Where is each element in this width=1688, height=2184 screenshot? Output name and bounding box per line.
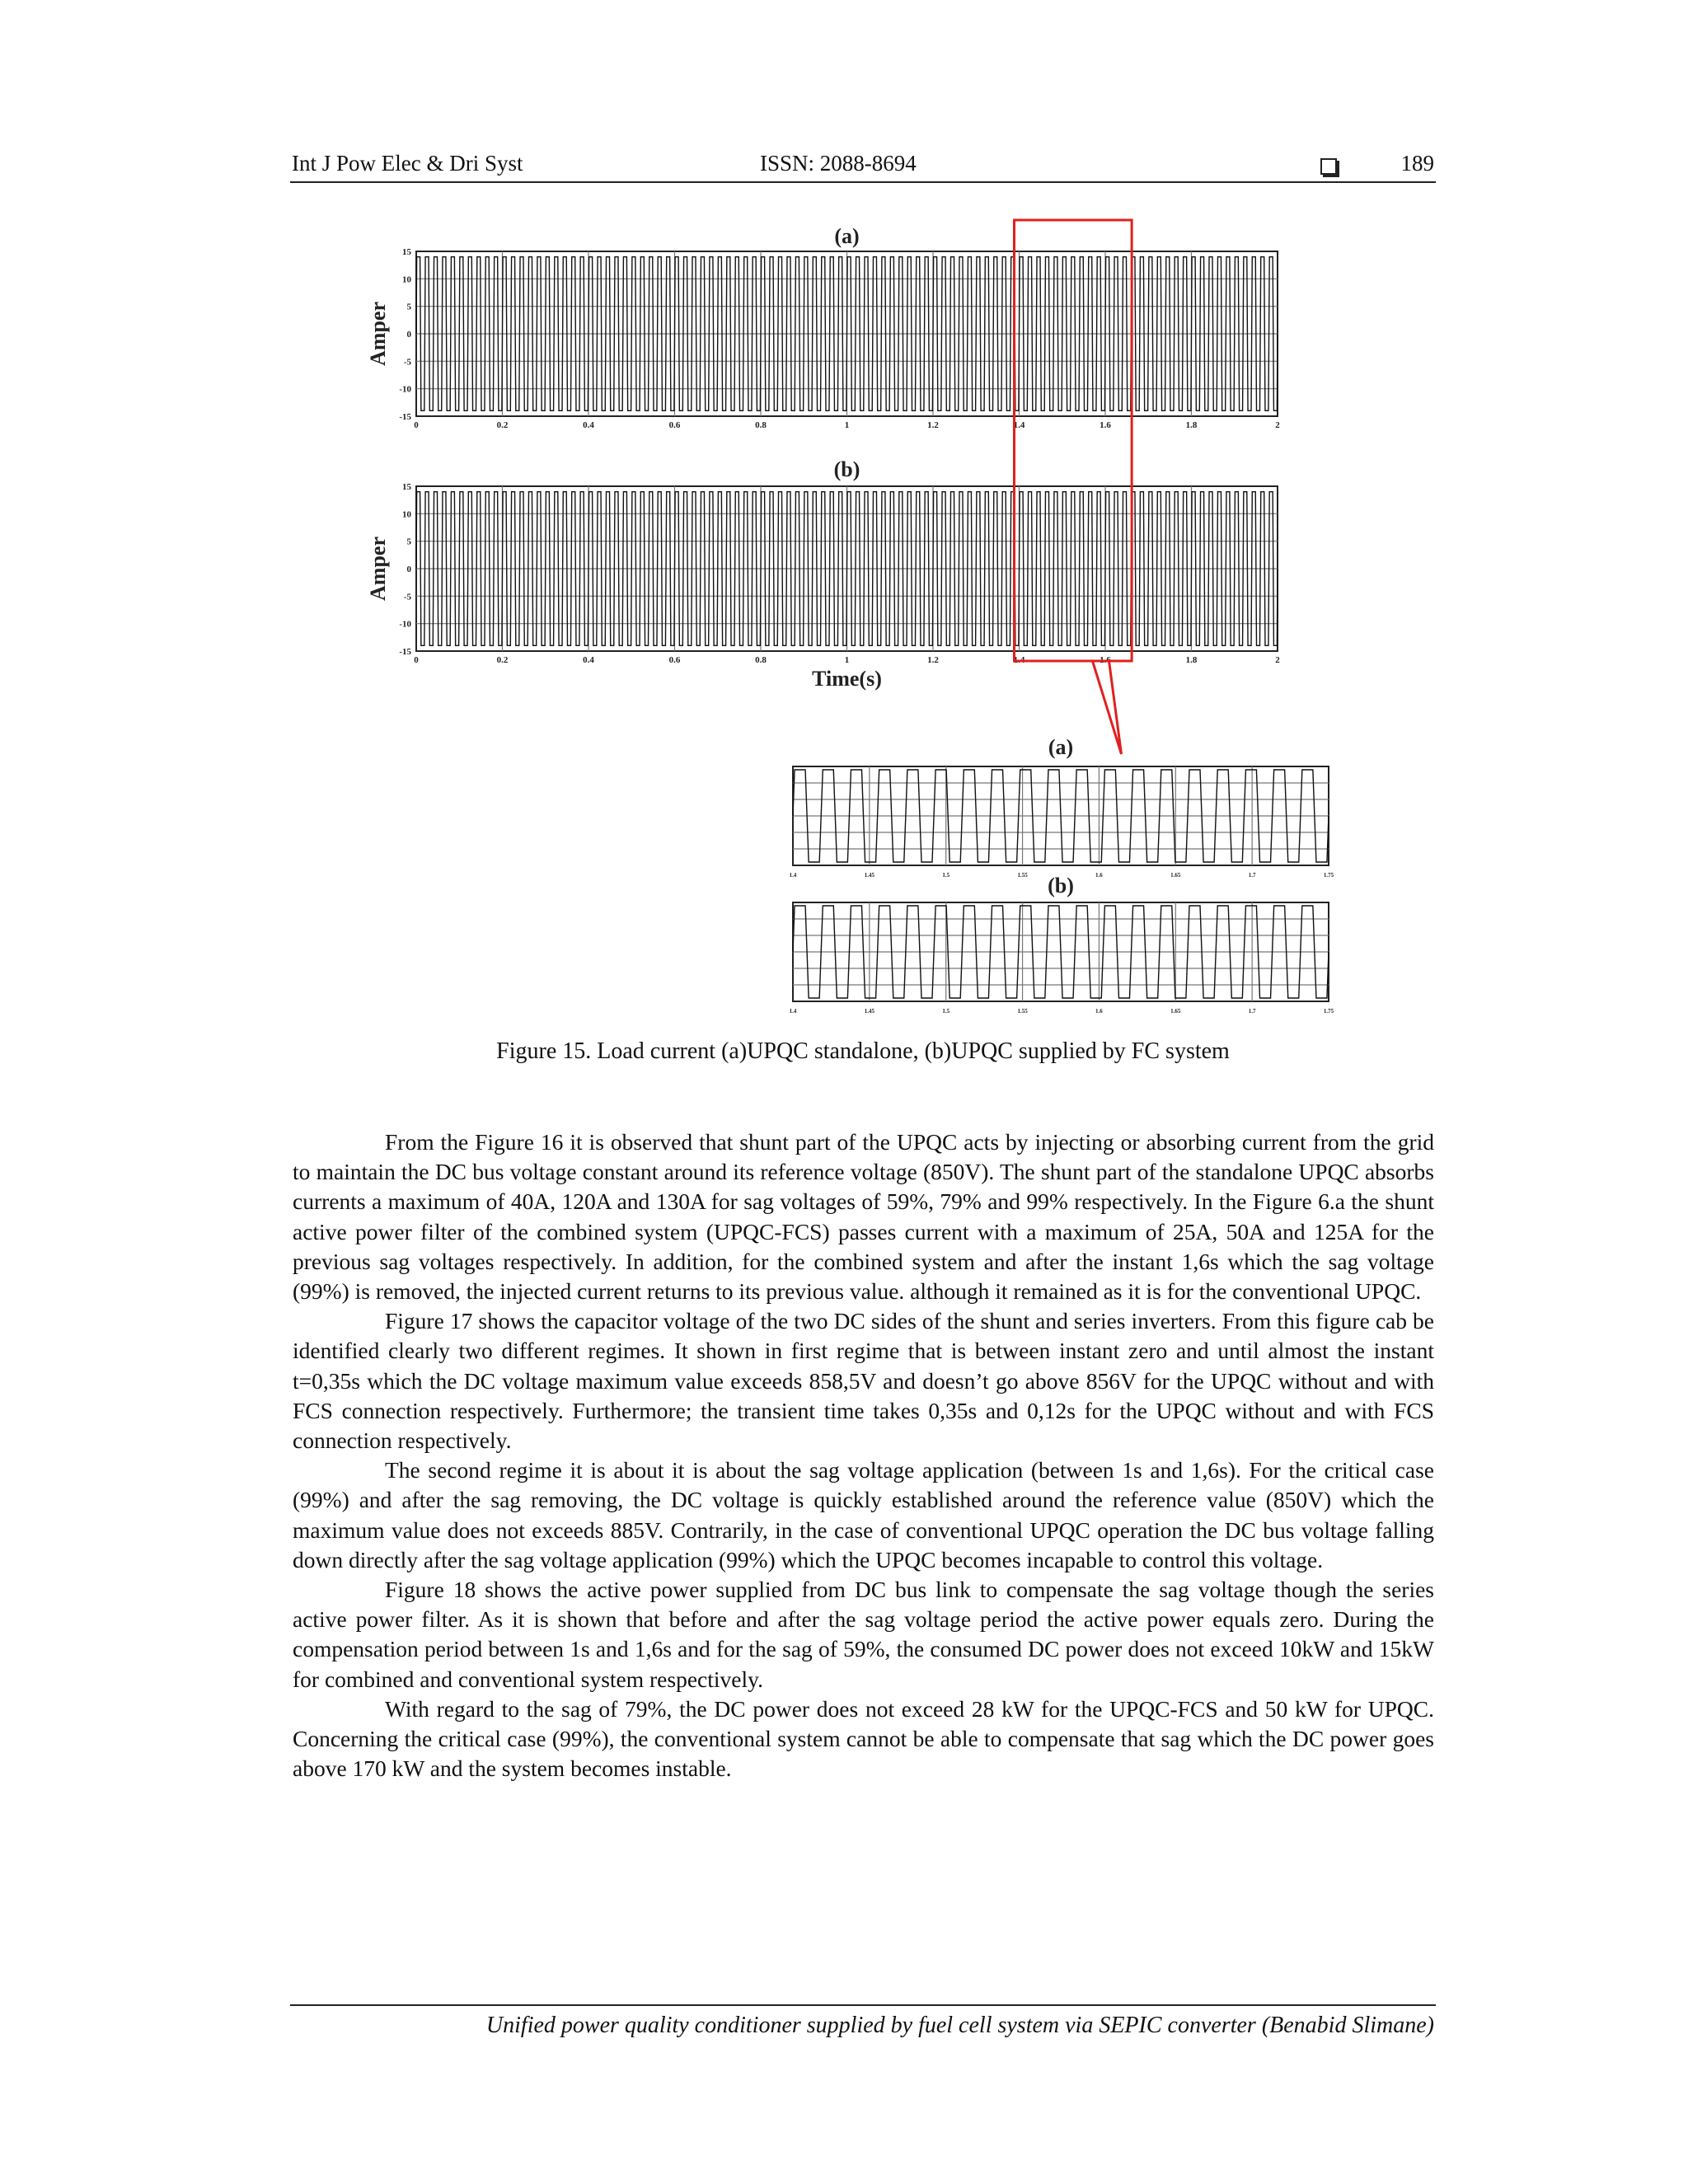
y-tick-label: 0	[406, 565, 411, 574]
x-tick-label: 1.75	[1323, 1008, 1334, 1015]
x-tick-label: 0.4	[583, 420, 594, 430]
y-tick-label: 10	[402, 509, 411, 520]
paragraph: From the Figure 16 it is observed that shunt part of the UPQC acts by injecting or absorbing current from the grid to maintain the DC bus voltage constant around its reference voltage (850V). The shunt part of the standalone UPQC absorbs currents a maximum of 40A, 120A and 130A for sag voltages of 59%, 79% and 99% respectively. In the Figure 6.a the shunt active power filter of the combined system (UPQC-FCS) passes current with a maximum of 25A, 50A and 125A for the previous sag voltages respectively. In addition, for the combined system and after the instant 1,6s which the sag voltage (99%) is removed, the injected current returns to its previous value. although it remained as it is for the conventional UPQC.	[293, 1129, 1434, 1305]
journal-name: Int J Pow Elec & Dri Syst	[292, 151, 523, 176]
x-tick-label: 1.65	[1170, 1008, 1181, 1015]
x-tick-label: 0.8	[755, 655, 767, 665]
x-tick-label: 2	[1275, 420, 1280, 430]
x-tick-label: 1.6	[1095, 1008, 1103, 1015]
x-tick-label: 1.2	[927, 655, 939, 665]
body-text	[293, 1127, 1434, 1783]
x-tick-label: 1.6	[1100, 420, 1111, 430]
x-tick-label: 0	[414, 655, 419, 665]
y-tick-label: -5	[403, 357, 411, 368]
page-footer	[290, 2004, 1436, 2039]
x-tick-label: 1.5	[942, 1008, 950, 1015]
panel-label: (a)	[834, 224, 860, 248]
paragraph: Figure 18 shows the active power supplied from DC bus link to compensate the sag voltage though the series active power filter. As it is shown that before and after the sag voltage period the active power equals zero. During the compensation period between 1s and 1,6s and for the sag of 59%, the consumed DC power does not exceed 10kW and 15kW for combined and conventional system respectively.	[293, 1577, 1434, 1692]
panel-label: (b)	[1048, 874, 1074, 898]
y-axis-label: Amper	[366, 302, 390, 366]
x-tick-label: 1.8	[1185, 420, 1198, 430]
x-tick-label: 1.4	[789, 1008, 797, 1015]
issn: ISSN: 2088-8694	[760, 151, 917, 176]
x-tick-label: 1	[844, 655, 850, 665]
y-tick-label: 15	[402, 482, 411, 492]
page-number: 189	[1400, 151, 1434, 176]
x-tick-label: 1.6	[1100, 655, 1111, 665]
y-tick-label: -15	[399, 412, 411, 422]
y-tick-label: -10	[399, 619, 411, 630]
y-tick-label: -10	[399, 384, 411, 395]
x-tick-label: 1.4	[1013, 420, 1025, 430]
x-tick-label: 0.6	[668, 655, 681, 665]
y-tick-label: 15	[402, 247, 411, 257]
x-tick-label: 1.7	[1248, 1008, 1256, 1015]
x-tick-label: 1.45	[864, 872, 874, 879]
x-tick-label: 1.5	[942, 872, 950, 879]
page-header	[290, 148, 1436, 183]
x-tick-label: 0	[414, 420, 419, 430]
y-tick-label: 10	[402, 274, 411, 285]
figure-15	[363, 210, 1385, 1034]
x-tick-label: 0.4	[583, 655, 594, 665]
x-tick-label: 1.45	[864, 1008, 874, 1015]
waveform-line	[416, 257, 1278, 411]
y-tick-label: 0	[406, 330, 411, 340]
paragraph: With regard to the sag of 79%, the DC power does not exceed 28 kW for the UPQC-FCS and 50 kW for UPQC. Concerning the critical case (99%), the conventional system cannot be able to compensate that sag which the DC power goes above 170 kW and the system becomes instable.	[293, 1695, 1434, 1782]
x-tick-label: 1.55	[1017, 1008, 1028, 1015]
x-tick-label: 1.4	[1013, 655, 1025, 665]
waveform-line	[416, 492, 1278, 646]
checkbox-square-icon	[1320, 158, 1337, 175]
panel-label: (b)	[833, 457, 860, 481]
x-tick-label: 1.65	[1170, 872, 1181, 879]
x-tick-label: 1.4	[789, 872, 797, 879]
y-axis-label: Amper	[366, 537, 390, 601]
x-tick-label: 1.8	[1185, 655, 1198, 665]
x-tick-label: 1.55	[1017, 872, 1028, 879]
x-tick-label: 0.6	[668, 420, 681, 430]
x-tick-label: 0.8	[755, 420, 767, 430]
y-tick-label: -5	[403, 592, 411, 602]
x-tick-label: 1.7	[1248, 872, 1256, 879]
x-tick-label: 1.75	[1323, 872, 1334, 879]
x-axis-label: Time(s)	[812, 667, 882, 691]
x-tick-label: 1.6	[1095, 872, 1103, 879]
paragraph: The second regime it is about it is about the sag voltage application (between 1s and 1,6s). For the critical case (99%) and after the sag removing, the DC voltage is quickly established around the reference value (850V) which the maximum value does not exceeds 885V. Contrarily, in the case of conventional UPQC operation the DC bus voltage falling down directly after the sag voltage application (99%) which the UPQC becomes incapable to control this voltage.	[293, 1457, 1434, 1572]
x-tick-label: 2	[1275, 655, 1280, 665]
callout-arrow	[1093, 661, 1122, 754]
panel-label: (a)	[1048, 735, 1074, 759]
x-tick-label: 0.2	[496, 655, 509, 665]
y-tick-label: 5	[406, 302, 411, 312]
x-tick-label: 0.2	[496, 420, 509, 430]
figure-caption: Figure 15. Load current (a)UPQC standalone, (b)UPQC supplied by FC system	[496, 1038, 1230, 1064]
x-tick-label: 1	[844, 420, 850, 430]
y-tick-label: 5	[406, 537, 411, 547]
footer-title: Unified power quality conditioner supplied by fuel cell system via SEPIC converter (Benabid Slimane)	[485, 2013, 1434, 2038]
y-tick-label: -15	[399, 647, 411, 657]
x-tick-label: 1.2	[927, 420, 939, 430]
figure-15-chart	[363, 210, 1385, 1034]
paragraph: Figure 17 shows the capacitor voltage of the two DC sides of the shunt and series inverters. From this figure cab be identified clearly two different regimes. It shown in first regime that is between instant zero and until almost the instant t=0,35s which the DC voltage maximum value exceeds 858,5V and doesn’t go above 856V for the UPQC without and with FCS connection respectively. Furthermore; the transient time takes 0,35s and 0,12s for the UPQC without and with FCS connection respectively.	[293, 1308, 1434, 1454]
